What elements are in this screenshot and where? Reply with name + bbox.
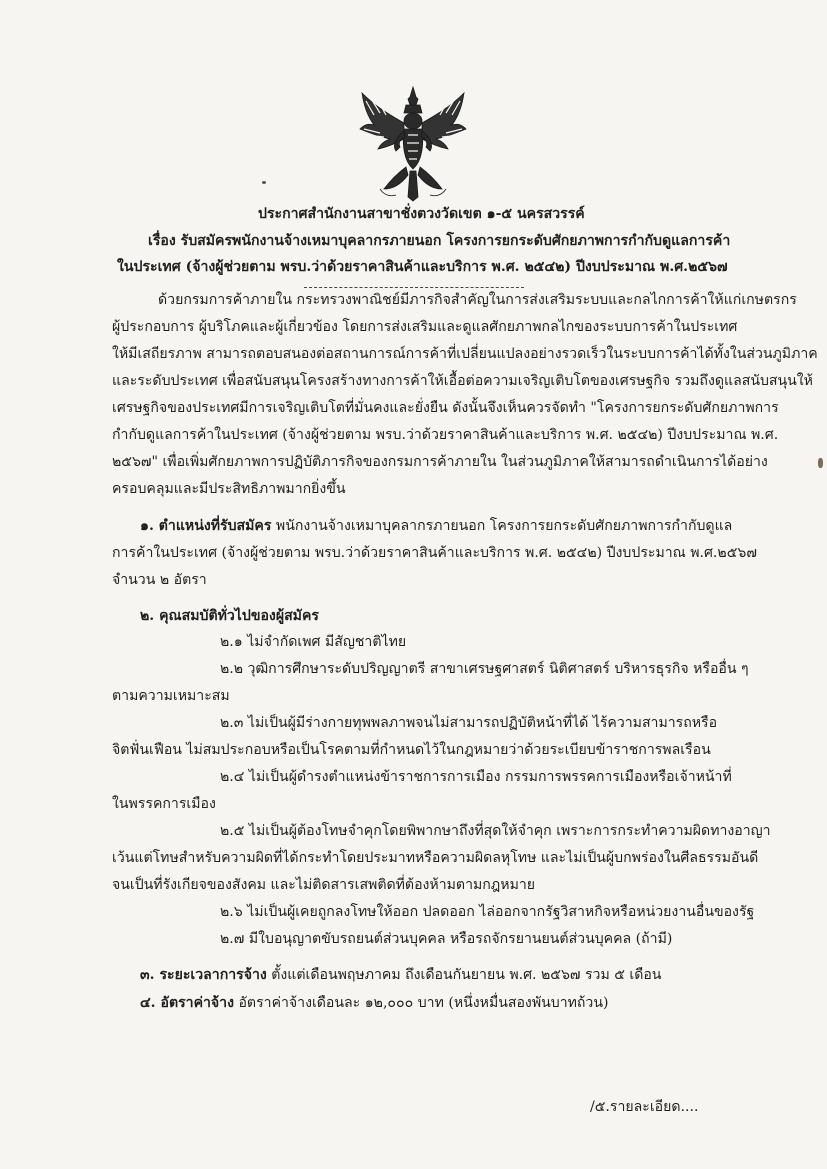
section-3-line	[140, 966, 661, 984]
scan-speck	[262, 181, 266, 184]
section-4-heading: ๔. อัตราค่าจ้าง	[140, 995, 234, 1011]
qualification-line: ๒.๓ ไม่เป็นผู้มีร่างกายทุพพลภาพจนไม่สามารถปฏิบัติหน้าที่ได้ ไร้ความสามารถหรือ	[220, 715, 718, 731]
section-4-line	[140, 994, 608, 1012]
header-separator	[304, 287, 524, 288]
section-4-text: อัตราค่าจ้างเดือนละ ๑๒,๐๐๐ บาท (หนึ่งหมื่นสองพันบาทถ้วน)	[233, 995, 609, 1011]
qualification-line: ๒.๗ มีใบอนุญาตขับรถยนต์ส่วนบุคคล หรือรถจักรยานยนต์ส่วนบุคคล (ถ้ามี)	[220, 931, 673, 947]
intro-line: เศรษฐกิจของประเทศมีการเจริญเติบโตที่มั่นคงและยั่งยืน ดังนั้นจึงเห็นควรจัดทำ "โครงการยกระดับศักยภาพการ	[112, 400, 779, 416]
intro-line: กำกับดูแลการค้าในประเทศ (จ้างผู้ช่วยตาม พรบ.ว่าด้วยราคาสินค้าและบริการ พ.ศ. ๒๕๔๒) ปีงบประมาณ พ.ศ.	[112, 427, 779, 443]
qualification-line: ๒.๕ ไม่เป็นผู้ต้องโทษจำคุกโดยพิพากษาถึงที่สุดให้จำคุก เพราะการกระทำความผิดทางอาญา	[220, 823, 771, 839]
section-3-text: ตั้งแต่เดือนพฤษภาคม ถึงเดือนกันยายน พ.ศ. ๒๕๖๗ รวม ๕ เดือน	[266, 967, 662, 983]
intro-line: ด้วยกรมการค้าภายใน กระทรวงพาณิชย์มีภารกิจสำคัญในการส่งเสริมระบบและกลไกการค้าให้แก่เกษตรกร	[158, 292, 797, 308]
intro-line: ๒๕๖๗" เพื่อเพิ่มศักยภาพการปฏิบัติภารกิจของกรมการค้าภายใน ในส่วนภูมิภาคให้สามารถดำเนินการได้อย่าง	[112, 454, 768, 470]
continued-marker: /๕.รายละเอียด....	[590, 1099, 699, 1115]
qualification-line: จนเป็นที่รังเกียจของสังคม และไม่ติดสารเสพติดที่ต้องห้ามตามกฎหมาย	[112, 877, 536, 893]
subject-line-1: เรื่อง รับสมัครพนักงานจ้างเหมาบุคลากรภายนอก โครงการยกระดับศักยภาพการกำกับดูแลการค้า	[148, 233, 731, 249]
qualification-line: ในพรรคการเมือง	[112, 796, 216, 812]
ink-mark	[818, 458, 823, 468]
qualification-line: ๒.๒ วุฒิการศึกษาระดับปริญญาตรี สาขาเศรษฐศาสตร์ นิติศาสตร์ บริหารธุรกิจ หรืออื่น ๆ	[220, 661, 749, 677]
qualification-line: จิตฟั่นเฟือน ไม่สมประกอบหรือเป็นโรคตามที่กำหนดไว้ในกฎหมายว่าด้วยระเบียบข้าราชการพลเรือน	[112, 742, 711, 758]
qualification-line: เว้นแต่โทษสำหรับความผิดที่ได้กระทำโดยประมาทหรือความผิดลหุโทษ และไม่เป็นผู้บกพร่องในศีลธรรมอันดี	[112, 850, 759, 866]
garuda-emblem-icon	[354, 85, 472, 203]
intro-line: ผู้ประกอบการ ผู้บริโภคและผู้เกี่ยวข้อง โดยการส่งเสริมและดูแลศักยภาพกลไกของระบบการค้าในประเทศ	[112, 319, 738, 335]
section-1-line-3: จำนวน ๒ อัตรา	[112, 572, 207, 588]
section-1-line-2: การค้าในประเทศ (จ้างผู้ช่วยตาม พรบ.ว่าด้วยราคาสินค้าและบริการ พ.ศ. ๒๕๔๒) ปีงบประมาณ พ.ศ.๒๕๖๗	[112, 545, 757, 561]
intro-line: ครอบคลุมและมีประสิทธิภาพมากยิ่งขึ้น	[112, 481, 346, 497]
section-2-heading: ๒. คุณสมบัติทั่วไปของผู้สมัคร	[140, 608, 319, 624]
intro-line: ให้มีเสถียรภาพ สามารถตอบสนองต่อสถานการณ์การค้าที่เปลี่ยนแปลงอย่างรวดเร็วในระบบการค้าได้ทั้งในส่วนภูมิภาค	[112, 346, 818, 362]
section-1-line-1	[140, 517, 732, 535]
qualification-line: ตามความเหมาะสม	[112, 688, 230, 704]
qualification-line: ๒.๑ ไม่จำกัดเพศ มีสัญชาติไทย	[220, 634, 407, 650]
qualification-line: ๒.๖ ไม่เป็นผู้เคยถูกลงโทษให้ออก ปลดออก ไล่ออกจากรัฐวิสาหกิจหรือหน่วยงานอื่นของรัฐ	[220, 904, 755, 920]
section-3-heading: ๓. ระยะเวลาการจ้าง	[140, 967, 267, 983]
qualification-line: ๒.๔ ไม่เป็นผู้ดำรงตำแหน่งข้าราชการการเมือง กรรมการพรรคการเมืองหรือเจ้าหน้าที่	[220, 769, 732, 785]
section-1-text: พนักงานจ้างเหมาบุคลากรภายนอก โครงการยกระดับศักยภาพการกำกับดูแล	[271, 518, 733, 534]
office-title: ประกาศสำนักงานสาขาชั่งตวงวัดเขต ๑-๕ นครสวรรค์	[258, 206, 585, 222]
subject-line-2: ในประเทศ (จ้างผู้ช่วยตาม พรบ.ว่าด้วยราคาสินค้าและบริการ พ.ศ. ๒๕๔๒) ปีงบประมาณ พ.ศ.๒๕๖๗	[117, 259, 728, 275]
section-1-heading: ๑. ตำแหน่งที่รับสมัคร	[140, 518, 272, 534]
intro-line: และระดับประเทศ เพื่อสนับสนุนโครงสร้างทางการค้าให้เอื้อต่อความเจริญเติบโตของเศรษฐกิจ รวมถึงดูแลสนับสนุนให้	[112, 373, 813, 389]
